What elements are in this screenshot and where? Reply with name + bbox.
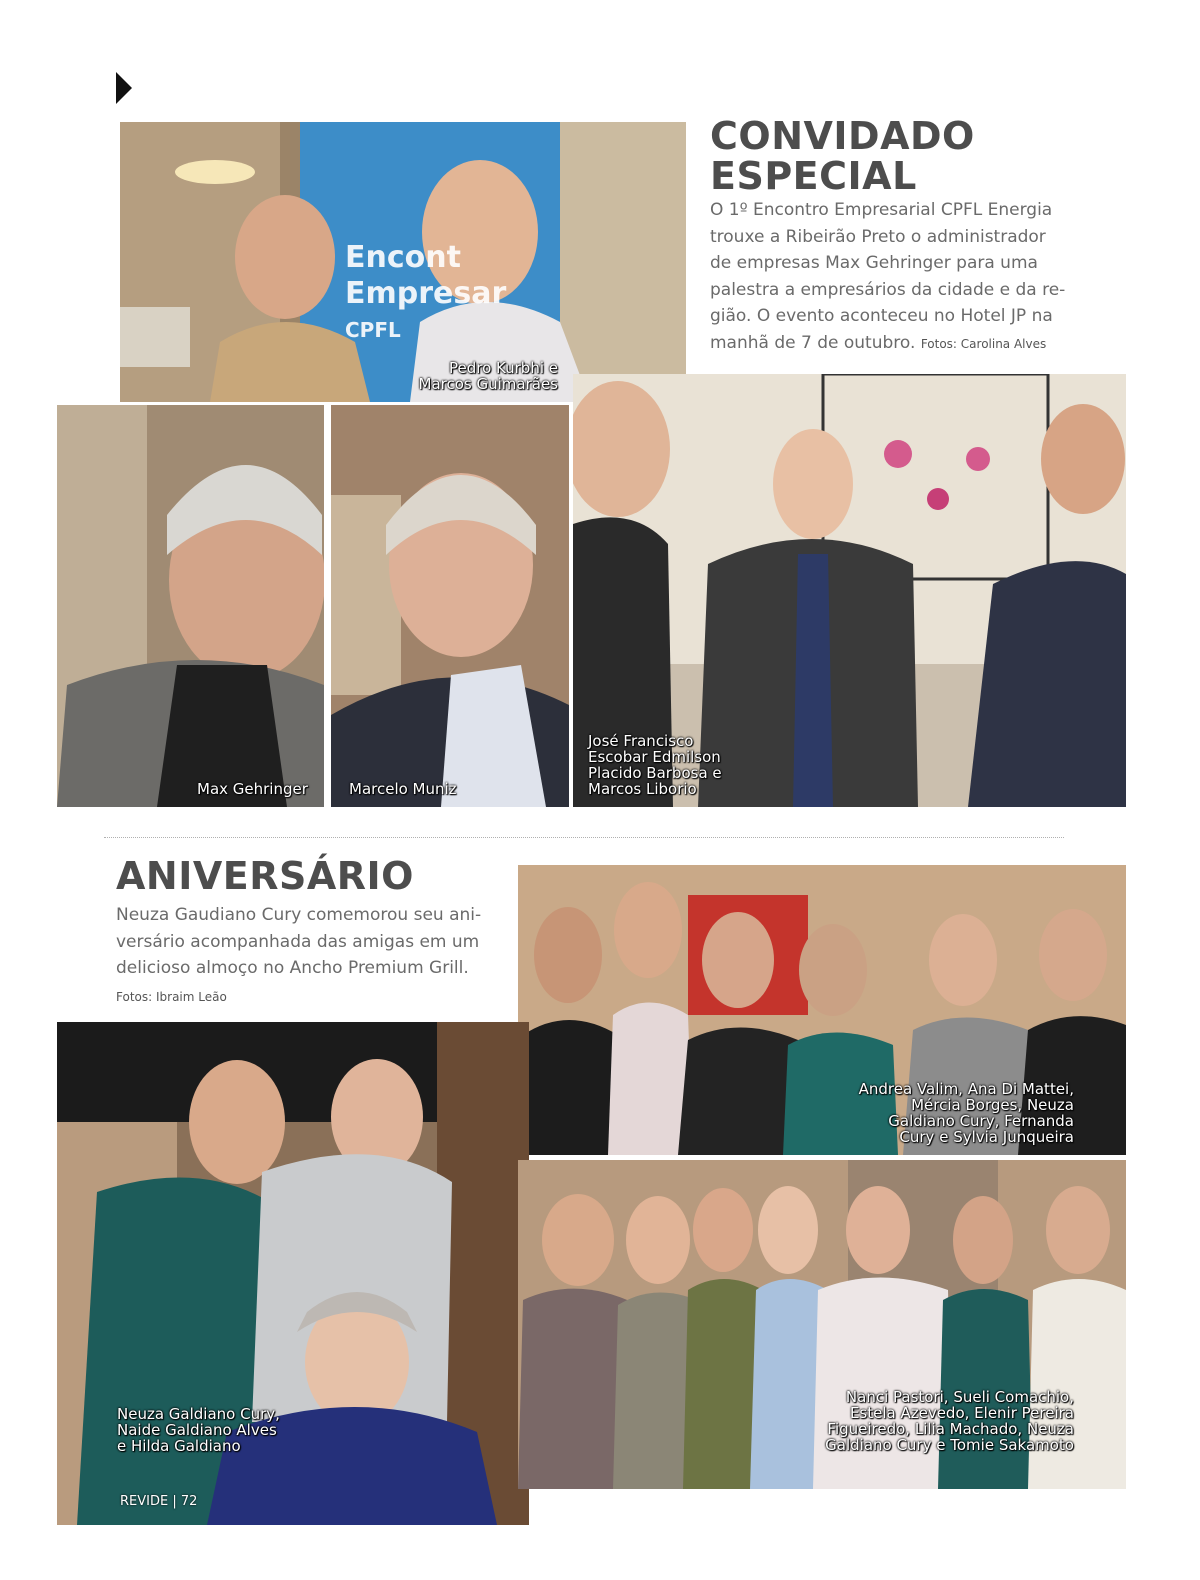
photo-neuza-naide-hilda (57, 1022, 529, 1525)
section2-body-text: Neuza Gaudiano Cury comemorou seu ani-versário acompanhada das amigas em um delicioso almoço no Ancho Premium Grill. (116, 905, 482, 978)
section-divider (104, 837, 1064, 838)
section-marker-triangle-icon (116, 72, 132, 104)
photo-six-women (518, 865, 1126, 1155)
section1-credit: Fotos: Carolina Alves (920, 336, 1047, 351)
caption-max-gehringer: Max Gehringer (197, 780, 308, 798)
photo-max-gehringer (57, 405, 324, 807)
caption-marcelo-muniz: Marcelo Muniz (349, 780, 457, 798)
title-line-1: CONVIDADO (710, 114, 975, 158)
caption-pedro-marcos: Pedro Kurbhi e Marcos Guimarães (418, 359, 558, 393)
section2-credit: Fotos: Ibraim Leão (116, 989, 227, 1004)
section2-body (116, 902, 496, 1010)
section-title-convidado (710, 116, 975, 196)
banner-line-2: Empresar (345, 276, 507, 311)
photo-jose-francisco-group (573, 374, 1126, 807)
photo-pedro-marcos (120, 122, 686, 402)
section1-body-text: O 1º Encontro Empresarial CPFL Energia trouxe a Ribeirão Preto o administrador de empresas Max Gehringer para uma palestra a empresários da cidade e da re-gião. O evento aconteceu no Hotel JP na manhã de 7 de outubro. (710, 200, 1066, 353)
caption-six-women: Andrea Valim, Ana Di Mattei, Mércia Borges, Neuza Galdiano Cury, Fernanda Cury e Sylvia Junqueira (858, 1080, 1074, 1146)
photo-seven-women (518, 1160, 1126, 1489)
section1-body (710, 197, 1070, 357)
banner-text (345, 240, 506, 348)
caption-seven-women: Nanci Pastori, Sueli Comachio, Estela Azevedo, Elenir Pereira Figueiredo, Lilia Machado, Neuza Galdiano Cury e Tomie Sakamoto (825, 1388, 1074, 1454)
photo-marcelo-muniz (331, 405, 569, 807)
title-line-2: ESPECIAL (710, 154, 917, 198)
page-folio: REVIDE | 72 (120, 1494, 198, 1509)
banner-line-1: Encont (345, 240, 461, 275)
section-title-aniversario: ANIVERSÁRIO (116, 854, 414, 898)
banner-line-3: CPFL (345, 318, 401, 342)
caption-neuza-naide-hilda: Neuza Galdiano Cury, Naide Galdiano Alves e Hilda Galdiano (117, 1405, 280, 1455)
caption-jose-francisco: José Francisco Escobar Edmilson Placido Barbosa e Marcos Liborio (588, 732, 722, 798)
